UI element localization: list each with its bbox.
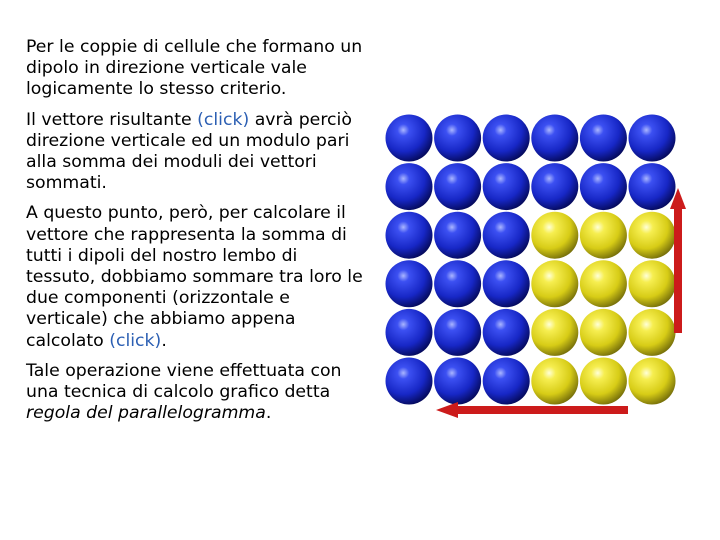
paragraph-3-text-end: . <box>161 330 167 351</box>
blue-sphere <box>386 358 433 405</box>
click-link-2[interactable]: (click) <box>109 330 162 351</box>
click-link-1[interactable]: (click) <box>197 109 250 130</box>
yellow-sphere <box>580 212 627 259</box>
blue-sphere <box>386 260 433 307</box>
yellow-sphere <box>629 260 676 307</box>
yellow-sphere <box>531 212 578 259</box>
vertical-arrow-shaft <box>674 209 682 333</box>
paragraph-4-text-end: . <box>265 403 272 424</box>
blue-sphere <box>483 163 530 210</box>
blue-sphere <box>483 358 530 405</box>
horizontal-arrow-shaft <box>458 406 628 414</box>
paragraph-2-text-end: avrà perciò direzione verticale ed un modulo pari alla somma dei moduli dei vettori sommati. <box>26 109 352 194</box>
blue-sphere <box>434 358 481 405</box>
vertical-arrow <box>670 188 686 333</box>
blue-sphere <box>483 309 530 356</box>
blue-sphere <box>434 212 481 259</box>
blue-sphere <box>434 309 481 356</box>
horizontal-arrow <box>436 402 628 418</box>
blue-sphere <box>483 115 530 162</box>
blue-sphere <box>629 115 676 162</box>
yellow-sphere <box>629 309 676 356</box>
yellow-sphere <box>580 309 627 356</box>
paragraph-2-text-start: Il vettore risultante <box>26 109 198 130</box>
yellow-sphere <box>580 260 627 307</box>
yellow-sphere <box>531 358 578 405</box>
sphere-grid <box>386 115 676 405</box>
yellow-sphere <box>629 358 676 405</box>
blue-sphere <box>386 212 433 259</box>
yellow-sphere <box>580 358 627 405</box>
blue-sphere <box>531 115 578 162</box>
horizontal-arrow-head <box>436 402 458 418</box>
blue-sphere <box>386 115 433 162</box>
blue-sphere <box>434 260 481 307</box>
yellow-sphere <box>531 309 578 356</box>
paragraph-4-emphasis: regola del parallelogramma <box>26 403 266 424</box>
paragraph-4-text-start: Tale operazione viene effettuata con una tecnica di calcolo grafico detta <box>26 360 342 403</box>
paragraph-1-text: Per le coppie di cellule che formano un dipolo in direzione verticale vale logicamente lo stesso criterio. <box>26 37 363 100</box>
paragraph-3-text-start: A questo punto, però, per calcolare il vettore che rappresenta la somma di tutti i dipoli del nostro lembo di tessuto, dobbiamo sommare tra loro le due componenti (orizzontale e verticale) che abbiamo appena calcolato <box>26 203 363 351</box>
yellow-sphere <box>531 260 578 307</box>
blue-sphere <box>580 115 627 162</box>
yellow-sphere <box>629 212 676 259</box>
blue-sphere <box>434 163 481 210</box>
blue-sphere <box>386 163 433 210</box>
blue-sphere <box>580 163 627 210</box>
blue-sphere <box>386 309 433 356</box>
blue-sphere <box>434 115 481 162</box>
blue-sphere <box>483 212 530 259</box>
blue-sphere <box>629 163 676 210</box>
blue-sphere <box>483 260 530 307</box>
blue-sphere <box>531 163 578 210</box>
